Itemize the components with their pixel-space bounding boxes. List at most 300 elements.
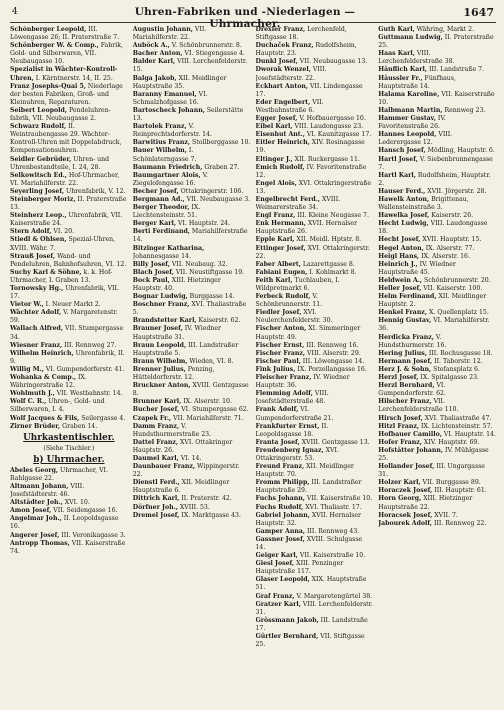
entry-name: Steinherz Leop., <box>10 212 67 220</box>
directory-entry <box>133 504 251 512</box>
directory-entry <box>10 188 128 196</box>
directory-entry <box>133 107 251 123</box>
entry-name: Heigl Hans, <box>378 252 420 260</box>
entry-details: XII. Meidlinger Hauptstr. 2. <box>378 293 487 309</box>
directory-entry <box>133 415 251 423</box>
directory-entry <box>378 317 496 333</box>
entry-details: VIII. Lerchenfelderstraße 38. <box>378 50 455 66</box>
directory-entry <box>10 398 128 414</box>
entry-details: III. Kleine Neugasse 7. <box>295 212 369 220</box>
entry-details: Uhrmacher, VI. Rahlgasse 22. <box>10 466 108 482</box>
entry-name: Hilscher Franz, <box>378 398 432 406</box>
directory-entry <box>256 220 374 236</box>
entry-name: Damm Franz, <box>132 422 180 430</box>
directory-entry <box>256 495 374 503</box>
entry-details: Rennweg 23. <box>442 106 486 114</box>
entry-details: Hof-Uhrmacher, VI. Mariahilferstr. 22. <box>10 171 120 187</box>
entry-details: IX. Porzellangasse 16. <box>295 365 367 373</box>
entry-name: Horacsek Josef, <box>378 511 433 519</box>
entry-name: Wohlmuth J., <box>10 390 55 398</box>
entry-details: VII. Seidengasse 16. <box>51 507 118 515</box>
entry-details: VII. Kaiserstraße 10. <box>304 495 373 503</box>
entry-name: Jabourek Adolf, <box>378 519 433 527</box>
entry-details: IX. Währingerstraße 12. <box>10 374 87 390</box>
directory-entry <box>378 115 496 131</box>
directory-entry <box>378 415 496 423</box>
directory-entry <box>10 66 128 82</box>
entry-details: VI. Hauptstr. 24. <box>176 220 231 228</box>
entry-details: VII. Neubaugasse 3. <box>184 195 251 203</box>
entry-details: VII. Neustiftgasse 19. <box>173 268 245 276</box>
entry-name: Wilhelm Heinrich, <box>10 349 74 357</box>
section-heading-uhrmacher: b) Uhrmacher. <box>33 454 105 465</box>
entry-name: Tornowsky Hg., <box>10 285 64 292</box>
directory-entry <box>256 406 374 422</box>
entry-details: Schönbrunnerstr. 20. <box>422 276 491 284</box>
entry-details: IX. Marktgasse 43. <box>179 511 241 519</box>
entry-name: Henkel Franz, <box>378 309 427 317</box>
column-3 <box>256 26 374 710</box>
entry-details: VI. Hauptstr. 14. <box>441 430 496 438</box>
directory-entry <box>378 66 496 74</box>
entry-details: III. Rennweg 43. <box>304 527 360 535</box>
entry-details: Graben 14. <box>60 422 98 430</box>
entry-name: Fischer Franz, <box>255 349 306 357</box>
directory-entry <box>378 431 496 439</box>
entry-details: XII. Meidl. Hptstr. 8. <box>294 236 362 244</box>
entry-name: Bartolek Franz, <box>132 123 187 131</box>
entry-details: VIII. Lerchenfelderstr. 31. <box>255 600 373 616</box>
entry-name: Egger Josef, <box>255 115 298 123</box>
entry-details: Uhren- und Uhrenbestandteile, I. 24, 28. <box>10 155 110 171</box>
directory-entry <box>10 309 128 325</box>
entry-name: Fuchs Rudolf, <box>255 503 304 511</box>
entry-details: Stefansplatz 6. <box>431 365 480 373</box>
entry-details: VII. Westbahnstr. 14. <box>54 390 123 398</box>
directory-entry <box>256 439 374 447</box>
directory-entry <box>378 334 496 350</box>
entry-details: VIII. Lerchenfelderstr. 15. <box>132 58 248 74</box>
entry-details: I. Schönlaterngasse 7. <box>132 147 197 163</box>
directory-entry <box>256 366 374 374</box>
directory-entry <box>256 99 374 115</box>
directory-entry <box>256 447 374 463</box>
directory-entry <box>378 236 496 244</box>
entry-details: II. Praterstraße 25. <box>378 34 494 50</box>
directory-entry <box>256 309 374 325</box>
entry-name: Fischer Ernst, <box>255 341 305 349</box>
entry-details: IV. Favoritenstraße 12. <box>255 163 367 179</box>
entry-name: Balga Jakob, <box>132 74 177 82</box>
entry-details: VII. Stiftgasse 25. <box>255 633 365 649</box>
column-1-entries-uhrmacher <box>10 467 128 556</box>
directory-entry <box>133 91 251 107</box>
entry-details: VII. Kaiserstraße 10. <box>297 552 366 560</box>
entry-details: VII. Neubaugasse 13. <box>297 58 368 66</box>
entry-name: Braun Leopold, <box>132 341 187 349</box>
directory-entry <box>256 512 374 528</box>
entry-name: Hofstätter Johann, <box>378 446 444 454</box>
entry-details: II. Praterstr. 42. <box>179 495 232 503</box>
entry-details: III. Landstraße 7. <box>427 66 484 74</box>
entry-details: VIII. Alserstr. 29. <box>305 349 361 357</box>
entry-details: Graben 27. <box>202 163 240 171</box>
entry-details: IV. Wiedner Hauptstraße 31. <box>132 325 221 341</box>
entry-details: VII. Burggasse 89. <box>420 479 481 487</box>
entry-name: Dörfner Joh., <box>132 503 178 511</box>
entry-name: Bacher Anton, <box>132 50 183 58</box>
entry-details: Uhrenfabrik, V. 12. <box>64 187 126 195</box>
directory-entry <box>133 245 251 261</box>
entry-details: I. Kärntnerstr. 14, II. 25. <box>33 74 113 82</box>
entry-details: II. Taborstr. 12. <box>432 357 483 365</box>
entry-details: IV. Mühlgasse 25. <box>378 446 489 462</box>
entry-name: Fink Julius, <box>255 365 296 373</box>
directory-entry <box>256 560 374 576</box>
entry-details: V. Siebenbrunnengasse 7. <box>378 155 493 171</box>
directory-entry <box>133 366 251 382</box>
directory-entry <box>378 520 496 528</box>
entry-name: Eltinger J., <box>255 155 293 163</box>
directory-entry <box>256 196 374 212</box>
directory-entry <box>378 75 496 91</box>
directory-entry <box>133 293 251 301</box>
entry-details: XIII. Hietzinger Hauptstraße 22. <box>378 495 473 511</box>
directory-entry <box>10 196 128 212</box>
directory-entry <box>378 245 496 253</box>
directory-entry <box>10 483 128 499</box>
entry-name: Augustin Johann, <box>132 26 193 33</box>
entry-details: III. Löwengasse 26; II. Praterstraße 7. <box>10 26 120 42</box>
entry-name: Balder Karl, <box>132 58 176 66</box>
entry-name: Antropp Thomas, <box>10 539 70 547</box>
directory-entry <box>378 366 496 374</box>
entry-name: Dremel Josef, <box>132 511 180 519</box>
entry-name: Engl Franz, <box>255 212 296 220</box>
entry-name: Gabriel Johann, <box>255 511 310 519</box>
entry-name: Herzl Josef, <box>378 374 419 382</box>
directory-entry <box>10 540 128 556</box>
directory-entry <box>133 172 251 188</box>
entry-details: XVI. Ottakringer Hauptstr. 26. <box>132 438 233 454</box>
entry-details: VII. Stumpergasse 34. <box>10 325 124 341</box>
entry-details: Lazarettgasse 8. <box>300 260 355 268</box>
directory-entry <box>133 277 251 293</box>
entry-details: III. Landstraßer Hauptstraße 5. <box>132 341 239 357</box>
directory-entry <box>10 83 128 107</box>
column-1 <box>10 26 128 710</box>
entry-name: Heldwein A., <box>378 276 423 284</box>
entry-name: Brunner Karl, <box>132 398 182 406</box>
directory-entry <box>378 463 496 479</box>
directory-entry <box>378 487 496 495</box>
directory-entry <box>10 366 128 374</box>
directory-columns <box>10 26 496 710</box>
entry-name: Barwitius Franz, <box>132 139 190 147</box>
directory-entry <box>256 180 374 196</box>
directory-entry <box>10 107 128 123</box>
entry-details: XVIII. Schulgasse 14. <box>255 535 363 551</box>
entry-details: XVIII. 53. <box>177 503 210 511</box>
entry-name: Haas Karl, <box>378 50 415 58</box>
directory-entry <box>10 467 128 483</box>
entry-name: Franta Josef, <box>255 438 300 446</box>
entry-name: Hennig Gustav, <box>378 317 432 325</box>
directory-entry <box>133 204 251 220</box>
entry-name: Wohanka & Comp., <box>10 374 77 382</box>
directory-entry <box>256 66 374 82</box>
directory-entry <box>256 269 374 277</box>
entry-details: XII. Meidlinger Hauptstraße 6. <box>132 479 230 495</box>
directory-entry <box>133 188 251 196</box>
section-note: (Siehe Tischler.) <box>43 444 95 452</box>
entry-details: VII. Lerchenfelderstraße 110. <box>378 398 459 414</box>
entry-details: XVII. Hauptstr. 15. <box>420 236 482 244</box>
entry-details: XVIII. Gentzgasse 8. <box>132 382 249 398</box>
entry-name: Brandstetter Karl, <box>132 317 197 325</box>
entry-details: V. Hofbauergasse 10. <box>297 115 366 123</box>
entry-name: Dienstl Ferd., <box>132 479 180 487</box>
entry-name: Baumgartner Alois, <box>132 171 201 179</box>
directory-entry <box>133 325 251 341</box>
directory-entry <box>10 172 128 188</box>
page-number: 1647 <box>463 6 494 19</box>
entry-name: Drexler Franz, <box>255 26 306 33</box>
directory-entry <box>256 390 374 406</box>
directory-entry <box>256 552 374 560</box>
entry-name: Freund Franz, <box>255 463 305 471</box>
directory-entry <box>256 293 374 309</box>
entry-details: XVI. Ottakringerstr. 22. <box>255 244 370 260</box>
entry-details: Uhren-, Gold- und Silberwaren, I. 4. <box>10 398 105 414</box>
directory-entry <box>256 593 374 601</box>
entry-details: VII. Westbahnstraße 6. <box>255 98 324 114</box>
entry-name: Stern Adolf, <box>10 228 52 236</box>
directory-entry <box>133 406 251 414</box>
entry-name: Selkowitsch Ed., <box>10 171 67 179</box>
directory-entry <box>10 515 128 531</box>
entry-name: Wiesner Franz, <box>10 341 63 349</box>
directory-entry <box>256 83 374 99</box>
entry-name: Glaser Leopold, <box>255 576 310 584</box>
entry-name: Bartoscheck Johann, <box>132 106 205 114</box>
directory-entry <box>378 147 496 155</box>
directory-entry <box>10 499 128 507</box>
directory-entry <box>133 301 251 317</box>
entry-name: Hawelka Josef, <box>378 212 430 220</box>
entry-details: VII. Neubaug. 32. <box>169 260 228 268</box>
entry-name: Amon Josef, <box>10 507 52 515</box>
entry-details: Pendeluhren-fabrik, VII. Neubaugasse 2. <box>10 106 111 123</box>
entry-details: IX. Alserstr. 10. <box>181 398 232 406</box>
directory-entry <box>256 42 374 58</box>
entry-name: Fiedler Josef, <box>255 309 302 317</box>
entry-name: Geiger Karl, <box>255 552 298 560</box>
entry-details: V. Hundsthurmerstraße 23. <box>132 422 212 438</box>
entry-name: Czapek Fr., <box>132 414 172 422</box>
entry-details: III. Rochusgasse 18. <box>426 349 493 357</box>
entry-name: Wächter Adolf, <box>10 309 62 317</box>
directory-entry <box>378 374 496 382</box>
entry-details: Wippingerstr. 22. <box>132 463 240 479</box>
directory-entry <box>256 479 374 495</box>
directory-entry <box>378 212 496 220</box>
entry-name: Hammer Gustav, <box>378 115 436 123</box>
entry-name: Fuchs Johann, <box>255 495 305 503</box>
entry-name: Seidler Gebrüder, <box>10 155 72 163</box>
entry-details: Währing, Markt 2. <box>414 26 475 33</box>
entry-details: IX. Spitalgasse 23. <box>418 374 480 382</box>
directory-entry <box>378 447 496 463</box>
entry-name: Halbmann Martin, <box>378 106 443 114</box>
entry-name: Zirner Brüder, <box>10 422 61 430</box>
entry-name: Eckhart Anton, <box>255 82 308 90</box>
entry-name: Fromm Philipp, <box>255 479 310 487</box>
entry-name: Hofer Franz, <box>378 438 422 446</box>
entry-details: VII. Kaiserstraße 10. <box>378 90 495 106</box>
directory-entry <box>133 495 251 503</box>
entry-name: Hauser Ferd., <box>378 187 426 195</box>
entry-name: Schwarz Rudolf, <box>10 123 67 131</box>
entry-details: Seilergasse 4. <box>79 414 126 422</box>
section-heading-uhrkastentischler: Uhrkastentischler. <box>23 432 115 443</box>
entry-name: Altmann Johann, <box>10 482 69 490</box>
entry-details: VII. Lindengasse 17. <box>255 82 363 98</box>
entry-details: XVI. Thaliastr. 17. <box>303 503 362 511</box>
directory-entry <box>378 512 496 520</box>
directory-entry <box>256 423 374 439</box>
entry-name: Stiedl & Ohlsen, <box>10 236 67 244</box>
entry-details: Lerchenfeld, Stiftgasse 18. <box>255 26 347 42</box>
entry-details: VII. Kaiserstraße 74. <box>10 539 126 555</box>
directory-entry <box>10 156 128 172</box>
directory-entry <box>378 26 496 34</box>
directory-entry <box>10 507 128 515</box>
directory-entry <box>256 131 374 139</box>
directory-entry <box>378 91 496 107</box>
entry-details: VI. Gumpendorferstr. 62. <box>378 382 446 398</box>
entry-name: Willig M., <box>10 365 44 373</box>
directory-entry <box>256 504 374 512</box>
directory-entry <box>378 220 496 236</box>
entry-details: XVI. Ottakringerstr. 53. <box>255 446 339 462</box>
entry-details: V. Margaretenstr. 59. <box>10 309 118 325</box>
entry-details: Fünfhaus, Hauptstraße 14. <box>378 74 456 90</box>
entry-details: VI. Schmalzhofgasse 16. <box>132 90 208 106</box>
entry-details: IX. Alserstr. 77. <box>423 244 475 252</box>
entry-name: Engel Alois, <box>255 179 297 187</box>
entry-name: Freudenberg Ignaz, <box>255 446 324 454</box>
directory-entry <box>378 261 496 277</box>
entry-details: XIV. Hauptstr. 69. <box>421 438 480 446</box>
entry-details: IX. Alserstr. 16. <box>419 252 470 260</box>
entry-name: Schönberger Leopold, <box>10 26 87 33</box>
entry-details: Penzing, Hütteldorferstr. 12. <box>132 365 215 382</box>
directory-entry <box>133 463 251 479</box>
entry-details: XIII. Penzinger Hauptstraße 117. <box>255 560 344 576</box>
directory-entry <box>133 342 251 358</box>
entry-name: Horaczek Josef, <box>378 487 433 495</box>
entry-name: Bergmann Ad., <box>132 195 185 203</box>
entry-details: V. Ziegelofengasse 16. <box>132 171 208 187</box>
entry-details: XII. Meidlinger Hauptstr. 70. <box>255 463 354 479</box>
directory-entry <box>133 123 251 139</box>
entry-name: Enk Hermann, <box>255 220 306 228</box>
entry-name: Baumann Friedrich, <box>132 163 203 171</box>
entry-name: Brauner Josef, <box>132 325 183 333</box>
directory-entry <box>10 423 128 431</box>
directory-entry <box>133 358 251 366</box>
entry-details: Kaiserstr. 26. <box>429 212 474 220</box>
entry-name: Blach Josef, <box>132 268 174 276</box>
entry-details: Tuchlauben, I. Wildpretmarkt 6. <box>255 276 340 292</box>
directory-entry <box>378 309 496 317</box>
entry-details: IV. Wiedner Hauptstr. 36. <box>255 374 350 390</box>
entry-name: Guttmann Ludwig, <box>378 34 443 42</box>
entry-name: Berti Ferdinand, <box>132 228 190 236</box>
entry-name: Halama Karoline, <box>378 90 440 98</box>
entry-details: VI. 14. <box>178 454 202 462</box>
entry-name: Hartl Josef, <box>378 155 418 163</box>
directory-entry <box>10 342 128 350</box>
entry-name: Dunkl Josef, <box>255 58 298 66</box>
entry-details: XVIII. Gentzgasse 13. <box>299 438 370 446</box>
entry-details: V. Margaretengürtel 38. <box>294 592 373 600</box>
directory-entry <box>10 350 128 366</box>
entry-details: VI. Mariahilferstr. 36. <box>378 317 490 333</box>
directory-entry <box>256 528 374 536</box>
entry-name: Baranny Emanuel, <box>132 90 197 98</box>
entry-details: VII. Mariahilferstr. 22. <box>132 26 207 42</box>
entry-name: Eibel Karl, <box>255 123 293 131</box>
directory-entry <box>378 107 496 115</box>
entry-details: IV. Wiedner Hauptstraße 45. <box>378 260 456 276</box>
directory-entry <box>133 455 251 463</box>
directory-entry <box>133 58 251 74</box>
entry-name: Flemming Adolf, <box>255 390 313 398</box>
entry-name: Franz Josephs-Quai 5, <box>10 82 86 90</box>
entry-name: Horn Georg, <box>378 495 422 503</box>
entry-details: VI. Stumpergasse 62. <box>179 406 249 414</box>
entry-name: Steinberger Moriz, <box>10 195 76 203</box>
directory-entry <box>378 253 496 261</box>
entry-name: Abeles Georg, <box>10 466 59 474</box>
entry-details: III. Rennweg 22. <box>432 519 487 527</box>
entry-details: Kaiserstr. 62. <box>196 317 241 325</box>
directory-entry <box>133 439 251 455</box>
directory-entry <box>378 277 496 285</box>
entry-details: XVI. Neulerchenfelderstr. 30. <box>255 309 333 325</box>
directory-entry <box>10 301 128 309</box>
entry-details: III. Landstraße 17. <box>255 616 368 632</box>
entry-name: Hansch Josef, <box>378 147 426 155</box>
entry-name: Schönberger W. & Comp., <box>10 42 99 50</box>
directory-entry <box>133 261 251 269</box>
entry-name: Graf Franz, <box>255 592 295 600</box>
directory-entry <box>256 325 374 341</box>
entry-details: Mariahilferstraße 14. <box>132 228 248 244</box>
directory-entry <box>133 147 251 163</box>
entry-name: Brenner Julius, <box>132 365 186 373</box>
entry-name: Daunbauer Franz, <box>132 463 196 471</box>
entry-details: III. Rennweg 16. <box>304 341 359 349</box>
entry-name: Becher Josef, <box>132 187 179 195</box>
directory-entry <box>378 382 496 398</box>
entry-name: Dittrich Karl, <box>132 495 180 503</box>
entry-name: Hermann Josef, <box>378 357 433 365</box>
entry-details: IX. Liechtensteinstr. 51. <box>132 204 201 220</box>
entry-name: Bauer Wilhelm, <box>132 147 187 155</box>
